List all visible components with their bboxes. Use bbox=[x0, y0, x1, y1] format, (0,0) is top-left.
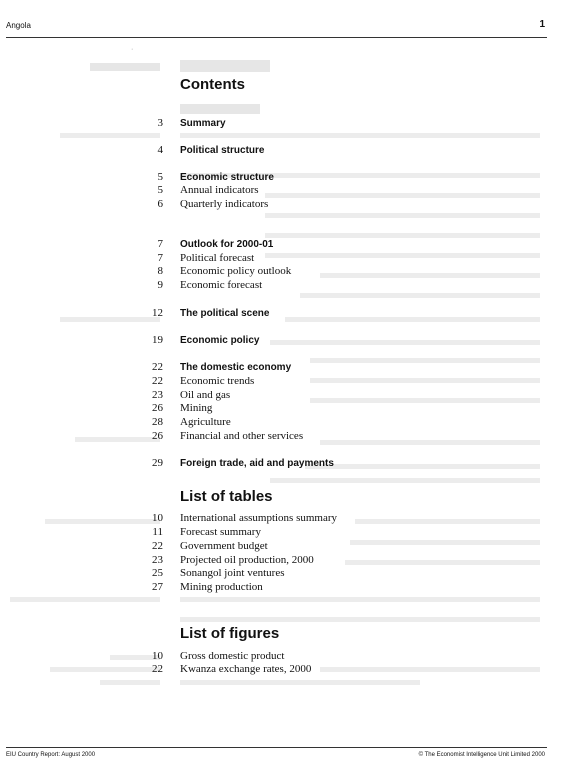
contents-entry bbox=[0, 416, 575, 429]
tables-entry bbox=[0, 526, 575, 539]
entry-page-number: 19 bbox=[152, 334, 163, 346]
entry-page-number: 22 bbox=[152, 375, 163, 387]
entry-page-number: 23 bbox=[152, 389, 163, 401]
entry-page-number: 25 bbox=[152, 567, 163, 579]
entry-page-number: 7 bbox=[157, 238, 163, 250]
entry-title: International assumptions summary bbox=[180, 512, 338, 524]
entry-title: Political forecast bbox=[180, 252, 255, 264]
contents-entry bbox=[0, 238, 575, 251]
entry-page-number: 11 bbox=[152, 526, 163, 538]
entry-title: Sonangol joint ventures bbox=[180, 567, 285, 579]
entry-page-number: 28 bbox=[152, 416, 163, 428]
contents-entry bbox=[0, 375, 575, 388]
entry-page-number: 8 bbox=[157, 265, 163, 277]
contents-entry bbox=[0, 117, 575, 130]
contents-entry bbox=[0, 430, 575, 443]
entry-page-number: 22 bbox=[152, 361, 163, 373]
contents-entry bbox=[0, 402, 575, 415]
entry-page-number: 3 bbox=[157, 117, 163, 129]
entry-title: Government budget bbox=[180, 540, 268, 552]
tables-heading: List of tables bbox=[180, 488, 273, 505]
entry-page-number: 29 bbox=[152, 457, 163, 469]
entry-title: Outlook for 2000-01 bbox=[180, 239, 274, 250]
entry-title: Summary bbox=[180, 118, 226, 129]
entry-page-number: 22 bbox=[152, 540, 163, 552]
entry-page-number: 12 bbox=[152, 307, 163, 319]
tables-entry bbox=[0, 581, 575, 594]
contents-entry bbox=[0, 184, 575, 197]
header-section-name: Angola bbox=[6, 21, 31, 30]
tables-entry bbox=[0, 512, 575, 525]
entry-page-number: 5 bbox=[157, 184, 163, 196]
contents-entry bbox=[0, 265, 575, 278]
entry-page-number: 26 bbox=[152, 402, 163, 414]
entry-title: Mining bbox=[180, 402, 213, 414]
entry-page-number: 4 bbox=[157, 144, 163, 156]
figures-entry bbox=[0, 663, 575, 676]
entry-title: Gross domestic product bbox=[180, 650, 285, 662]
entry-title: Mining production bbox=[180, 581, 263, 593]
entry-page-number: 23 bbox=[152, 554, 163, 566]
entry-page-number: 6 bbox=[157, 198, 163, 210]
contents-entry bbox=[0, 457, 575, 470]
entry-title: Financial and other services bbox=[180, 430, 304, 442]
entry-title: Annual indicators bbox=[180, 184, 259, 196]
entry-page-number: 7 bbox=[157, 252, 163, 264]
entry-title: Political structure bbox=[180, 145, 265, 156]
entry-title: Oil and gas bbox=[180, 389, 231, 401]
contents-entry bbox=[0, 279, 575, 292]
contents-entry bbox=[0, 144, 575, 157]
footer-rule bbox=[6, 747, 547, 748]
entry-page-number: 10 bbox=[152, 650, 163, 662]
tables-entry bbox=[0, 554, 575, 567]
entry-page-number: 5 bbox=[157, 171, 163, 183]
entry-title: Agriculture bbox=[180, 416, 231, 428]
contents-entry bbox=[0, 307, 575, 320]
entry-title: Economic policy outlook bbox=[180, 265, 292, 277]
entry-page-number: 10 bbox=[152, 512, 163, 524]
contents-entry bbox=[0, 171, 575, 184]
entry-title: Quarterly indicators bbox=[180, 198, 269, 210]
entry-title: Projected oil production, 2000 bbox=[180, 554, 314, 566]
entry-title: The political scene bbox=[180, 308, 270, 319]
footer-copyright: © The Economist Intelligence Unit Limited 2000 bbox=[418, 752, 545, 758]
entry-page-number: 26 bbox=[152, 430, 163, 442]
entry-title: Forecast summary bbox=[180, 526, 261, 538]
entry-page-number: 22 bbox=[152, 663, 163, 675]
contents-entry bbox=[0, 198, 575, 211]
entry-title: Economic forecast bbox=[180, 279, 263, 291]
figures-heading: List of figures bbox=[180, 625, 280, 642]
entry-title: Kwanza exchange rates, 2000 bbox=[180, 663, 312, 675]
entry-title: Economic policy bbox=[180, 335, 260, 346]
header-page-number: 1 bbox=[539, 19, 545, 30]
tables-entry bbox=[0, 567, 575, 580]
contents-entry bbox=[0, 389, 575, 402]
contents-entry bbox=[0, 361, 575, 374]
figures-entry bbox=[0, 650, 575, 663]
contents-entry bbox=[0, 334, 575, 347]
entry-page-number: 9 bbox=[157, 279, 163, 291]
entry-title: Foreign trade, aid and payments bbox=[180, 458, 334, 469]
tables-entry bbox=[0, 540, 575, 553]
footer-publication: EIU Country Report: August 2000 bbox=[6, 752, 96, 758]
stray-mark: · bbox=[131, 46, 134, 53]
contents-heading: Contents bbox=[180, 76, 245, 93]
entry-title: Economic structure bbox=[180, 172, 274, 183]
contents-entry bbox=[0, 252, 575, 265]
entry-title: The domestic economy bbox=[180, 362, 292, 373]
header-rule bbox=[6, 37, 547, 38]
entry-title: Economic trends bbox=[180, 375, 255, 387]
entry-page-number: 27 bbox=[152, 581, 163, 593]
